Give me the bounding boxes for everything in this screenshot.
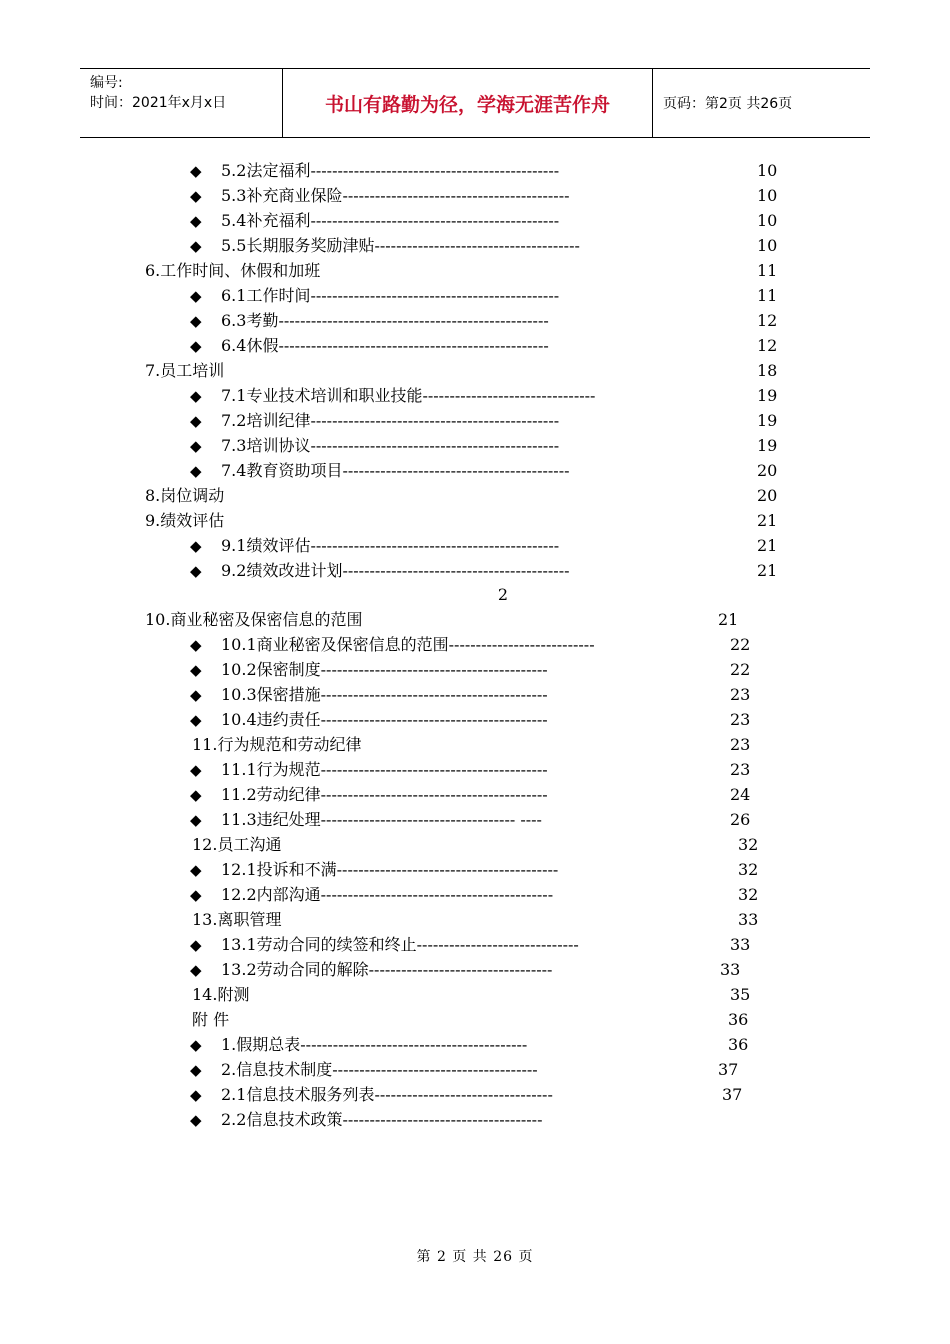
toc-entry-page: 33 [738,910,759,929]
toc-entry-page: 26 [730,810,751,829]
toc-entry-title: 10.2保密制度------------------------------------------ [221,660,548,679]
diamond-bullet-icon: ◆ [190,961,202,979]
header-page-info: 页码：第2页 共26页 [663,96,793,112]
diamond-bullet-icon: ◆ [190,711,202,729]
diamond-bullet-icon: ◆ [190,387,202,405]
toc-entry-page: 10 [757,211,778,230]
toc-entry-page: 21 [718,610,739,629]
toc-entry-title: 6.工作时间、休假和加班 [145,261,321,280]
document-time-label: 时间：2021年x月x日 [90,95,227,111]
diamond-bullet-icon: ◆ [190,1061,202,1079]
toc-entry-title: 10.3保密措施------------------------------------------ [221,685,548,704]
toc-entry-title: 12.员工沟通 [192,835,282,854]
toc-entry-title: 5.5长期服务奖励津贴-------------------------------------- [221,236,580,255]
toc-entry-page: 33 [730,935,751,954]
toc-entry-title: 12.2内部沟通------------------------------------------- [221,885,554,904]
toc-entry-page: 21 [757,536,778,555]
toc-entry-page: 18 [757,361,778,380]
toc-entry-title: 14.附测 [192,985,250,1004]
toc-entry-page: 36 [728,1010,749,1029]
diamond-bullet-icon: ◆ [190,462,202,480]
toc-entry-title: 2.信息技术制度-------------------------------------- [221,1060,538,1079]
toc-entry-page: 24 [730,785,751,804]
toc-entry-page: 23 [730,735,751,754]
toc-entry-title: 7.2培训纪律---------------------------------------------- [221,411,560,430]
toc-entry-page: 12 [757,311,778,330]
toc-entry-page: 37 [722,1085,743,1104]
toc-entry-title: 7.1专业技术培训和职业技能-------------------------------- [221,386,596,405]
diamond-bullet-icon: ◆ [190,786,202,804]
diamond-bullet-icon: ◆ [190,661,202,679]
diamond-bullet-icon: ◆ [190,537,202,555]
toc-entry-title: 11.1行为规范------------------------------------------ [221,760,548,779]
toc-entry-title: 1.假期总表------------------------------------------ [221,1035,528,1054]
diamond-bullet-icon: ◆ [190,811,202,829]
toc-entry-title: 5.3补充商业保险------------------------------------------ [221,186,570,205]
toc-entry-page: 12 [757,336,778,355]
diamond-bullet-icon: ◆ [190,162,202,180]
toc-entry-page: 20 [757,461,778,480]
page-break-number: 2 [497,585,509,604]
toc-entry-title: 5.2法定福利---------------------------------------------- [221,161,560,180]
diamond-bullet-icon: ◆ [190,686,202,704]
toc-entry-title: 附 件 [192,1010,230,1029]
toc-entry-title: 9.绩效评估 [145,511,225,530]
diamond-bullet-icon: ◆ [190,437,202,455]
diamond-bullet-icon: ◆ [190,212,202,230]
toc-entry-page: 22 [730,635,751,654]
diamond-bullet-icon: ◆ [190,412,202,430]
toc-entry-page: 11 [757,261,778,280]
diamond-bullet-icon: ◆ [190,1086,202,1104]
toc-entry-title: 11.2劳动纪律------------------------------------------ [221,785,548,804]
toc-entry-title: 7.3培训协议---------------------------------------------- [221,436,560,455]
toc-entry-title: 7.4教育资助项目------------------------------------------ [221,461,570,480]
toc-entry-page: 36 [728,1035,749,1054]
toc-entry-title: 6.3考勤-------------------------------------------------- [221,311,549,330]
toc-entry-page: 37 [718,1060,739,1079]
toc-entry-page: 20 [757,486,778,505]
toc-entry-page: 21 [757,511,778,530]
toc-entry-title: 10.商业秘密及保密信息的范围 [145,610,363,629]
diamond-bullet-icon: ◆ [190,1036,202,1054]
toc-entry-page: 10 [757,236,778,255]
toc-entry-title: 9.2绩效改进计划------------------------------------------ [221,561,570,580]
toc-entry-page: 23 [730,760,751,779]
toc-entry-title: 13.2劳动合同的解除---------------------------------- [221,960,553,979]
diamond-bullet-icon: ◆ [190,936,202,954]
toc-entry-page: 19 [757,411,778,430]
diamond-bullet-icon: ◆ [190,1111,202,1129]
toc-entry-page: 32 [738,835,759,854]
diamond-bullet-icon: ◆ [190,312,202,330]
diamond-bullet-icon: ◆ [190,187,202,205]
toc-entry-title: 7.员工培训 [145,361,225,380]
toc-entry-title: 6.1工作时间---------------------------------------------- [221,286,560,305]
toc-entry-title: 10.4违约责任------------------------------------------ [221,710,548,729]
diamond-bullet-icon: ◆ [190,287,202,305]
diamond-bullet-icon: ◆ [190,861,202,879]
toc-entry-title: 6.4休假-------------------------------------------------- [221,336,549,355]
diamond-bullet-icon: ◆ [190,886,202,904]
toc-entry-page: 23 [730,685,751,704]
toc-entry-title: 10.1商业秘密及保密信息的范围--------------------------- [221,635,595,654]
toc-entry-title: 2.2信息技术政策------------------------------------- [221,1110,543,1129]
toc-entry-title: 13.1劳动合同的续签和终止------------------------------ [221,935,579,954]
page-footer: 第 2 页 共 26 页 [416,1249,534,1265]
diamond-bullet-icon: ◆ [190,337,202,355]
toc-entry-title: 11.行为规范和劳动纪律 [192,735,362,754]
toc-entry-page: 10 [757,161,778,180]
toc-entry-title: 13.离职管理 [192,910,282,929]
document-number-label: 编号: [90,75,123,91]
diamond-bullet-icon: ◆ [190,237,202,255]
toc-entry-page: 35 [730,985,751,1004]
toc-entry-title: 9.1绩效评估---------------------------------------------- [221,536,560,555]
toc-entry-page: 33 [720,960,741,979]
diamond-bullet-icon: ◆ [190,562,202,580]
toc-entry-page: 19 [757,386,778,405]
toc-entry-page: 19 [757,436,778,455]
toc-entry-page: 21 [757,561,778,580]
toc-entry-title: 12.1投诉和不满----------------------------------------- [221,860,559,879]
header-motto: 书山有路勤为径，学海无涯苦作舟 [283,69,653,137]
toc-entry-page: 23 [730,710,751,729]
toc-entry-title: 8.岗位调动 [145,486,225,505]
toc-entry-title: 2.1信息技术服务列表--------------------------------- [221,1085,553,1104]
toc-entry-page: 22 [730,660,751,679]
toc-entry-title: 11.3违纪处理------------------------------------ ---- [221,810,542,829]
toc-entry-title: 5.4补充福利---------------------------------------------- [221,211,560,230]
diamond-bullet-icon: ◆ [190,636,202,654]
toc-entry-page: 10 [757,186,778,205]
toc-entry-page: 32 [738,860,759,879]
diamond-bullet-icon: ◆ [190,761,202,779]
toc-entry-page: 32 [738,885,759,904]
toc-entry-page: 11 [757,286,778,305]
